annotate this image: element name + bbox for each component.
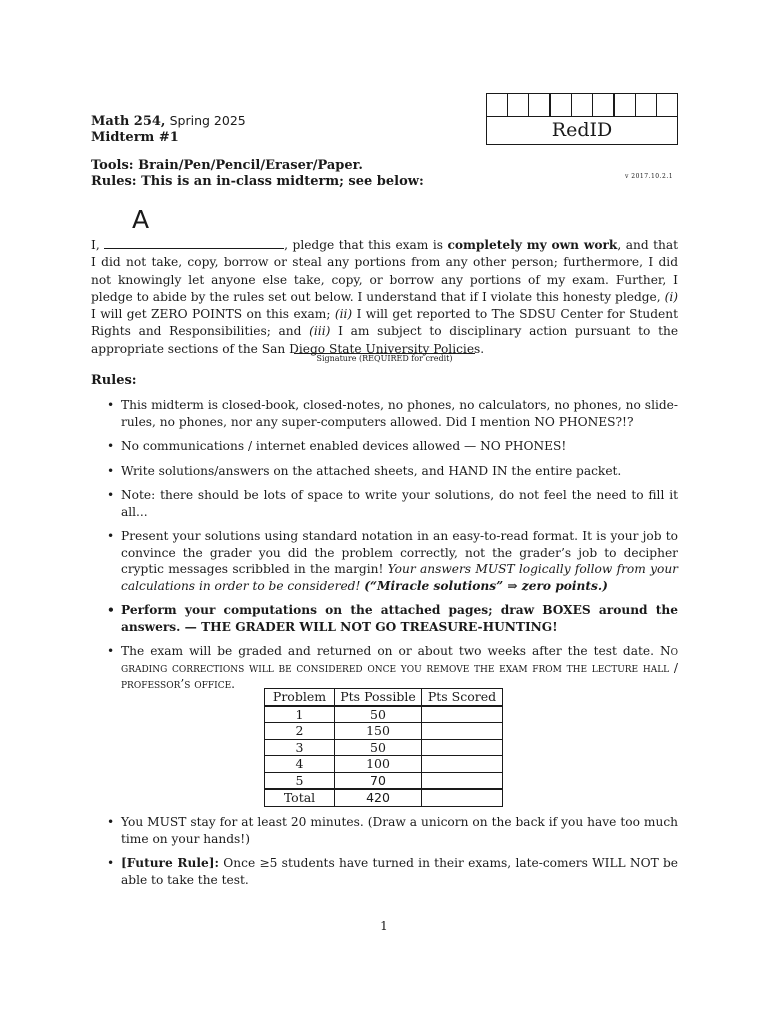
redid-cell[interactable] bbox=[551, 94, 572, 116]
rule-item bbox=[107, 463, 678, 480]
points-table bbox=[264, 688, 503, 807]
pledge-text: , pledge that this exam is bbox=[284, 238, 443, 252]
name-blank[interactable] bbox=[104, 237, 284, 249]
rule-item bbox=[107, 487, 678, 520]
redid-cell[interactable] bbox=[615, 94, 636, 116]
table-row bbox=[265, 772, 503, 789]
redid-label: RedID bbox=[551, 119, 613, 141]
signature-caption: Signature (REQUIRED for credit) bbox=[316, 354, 453, 363]
table-total-row bbox=[265, 789, 503, 806]
table-header-row bbox=[265, 689, 503, 706]
cell-possible: 50 bbox=[335, 739, 422, 756]
cell-problem: 1 bbox=[265, 706, 335, 723]
honesty-pledge bbox=[91, 237, 678, 358]
pledge-text: I am subject to disciplinary action pursuant to the appropriate sections of the San Diego State University Policies. bbox=[91, 324, 679, 356]
cell-problem: 5 bbox=[265, 772, 335, 789]
cell-scored[interactable] bbox=[422, 706, 503, 723]
redid-cell[interactable] bbox=[593, 94, 615, 116]
rule-item bbox=[107, 602, 678, 635]
rule-emphasis: Your answers MUST logically follow from your calculations in order to be considered! bbox=[121, 562, 679, 593]
rule-text: You MUST stay for at least 20 minutes. (Draw a unicorn on the back if you have too much time on your hands!) bbox=[121, 815, 678, 846]
rules-line: Rules: This is an in-class midterm; see below: bbox=[91, 174, 424, 189]
rules-heading: Rules: bbox=[91, 373, 137, 388]
pledge-emphasis: completely my own work bbox=[447, 238, 618, 252]
table-row bbox=[265, 739, 503, 756]
header-pts-scored: Pts Scored bbox=[422, 689, 503, 706]
table-row bbox=[265, 706, 503, 723]
cell-total-scored[interactable] bbox=[422, 789, 503, 806]
course-name: Math 254, bbox=[91, 114, 166, 129]
header-pts-possible: Pts Possible bbox=[335, 689, 422, 706]
pledge-marker: (i) bbox=[664, 289, 678, 304]
rule-text: The exam will be graded and returned on or about two weeks after the test date. bbox=[121, 644, 654, 658]
table-row bbox=[265, 723, 503, 740]
cell-possible: 150 bbox=[335, 723, 422, 740]
tools-rules-header bbox=[91, 158, 424, 190]
cell-scored[interactable] bbox=[422, 772, 503, 789]
redid-cell[interactable] bbox=[529, 94, 551, 116]
cell-scored[interactable] bbox=[422, 723, 503, 740]
cell-scored[interactable] bbox=[422, 756, 503, 773]
course-header bbox=[91, 113, 246, 146]
rule-item bbox=[107, 528, 678, 594]
rule-text: No communications / internet enabled devices allowed — NO PHONES! bbox=[121, 439, 567, 453]
rule-item bbox=[107, 855, 678, 888]
cell-scored[interactable] bbox=[422, 739, 503, 756]
header-problem: Problem bbox=[265, 689, 335, 706]
pledge-text: I, bbox=[91, 238, 100, 252]
pledge-marker: (ii) bbox=[334, 307, 353, 322]
page-number: 1 bbox=[380, 919, 388, 933]
tools-line: Tools: Brain/Pen/Pencil/Eraser/Paper. bbox=[91, 158, 363, 173]
cell-problem: 2 bbox=[265, 723, 335, 740]
rule-item bbox=[107, 814, 678, 847]
redid-digit-cells bbox=[487, 94, 677, 117]
redid-cell[interactable] bbox=[657, 94, 677, 116]
redid-cell[interactable] bbox=[636, 94, 657, 116]
rule-text: Write solutions/answers on the attached sheets, and HAND IN the entire packet. bbox=[121, 463, 622, 478]
cell-total-label: Total bbox=[265, 789, 335, 806]
pledge-text: I will get reported to The SDSU Center for Student Rights and Responsibilities; and bbox=[91, 307, 678, 339]
table-row bbox=[265, 756, 503, 773]
rule-item bbox=[107, 438, 678, 455]
redid-cell[interactable] bbox=[572, 94, 593, 116]
rule-text: Once ≥5 students have turned in their exams, late-comers WILL NOT be able to take the test. bbox=[121, 856, 678, 887]
cell-possible: 100 bbox=[335, 756, 422, 773]
pledge-marker: (iii) bbox=[309, 324, 331, 339]
rule-text: Present your solutions using standard notation in an easy-to-read format. It is your job to convince the grader you did the problem correctly, not the grader’s job to decipher cryptic messages scribbled in the margin! bbox=[121, 529, 678, 576]
pledge-text: , and that I did not take, copy, borrow or steal any portions from any other person; furthermore, I did not knowingly let anyone else take, copy, or borrow any portions of my exam. Further, I pledge to abide by the rules set out below. I understand that if I violate this honesty pledge, bbox=[91, 238, 678, 304]
rule-text: Note: there should be lots of space to write your solutions, do not feel the need to fill it all... bbox=[121, 488, 678, 519]
exam-variant-letter: A bbox=[132, 205, 150, 234]
redid-cell[interactable] bbox=[487, 94, 508, 116]
rule-text: This midterm is closed-book, closed-notes, no phones, no calculators, no phones, no slide-rules, no phones, nor any super-computers allowed. Did I mention NO PHONES?!? bbox=[121, 398, 678, 429]
cell-possible: 50 bbox=[335, 706, 422, 723]
cell-problem: 4 bbox=[265, 756, 335, 773]
cell-total-possible: 420 bbox=[335, 789, 422, 806]
redid-box bbox=[486, 93, 678, 145]
rule-item bbox=[107, 397, 678, 430]
rule-text: No grading corrections will be considered once you remove the exam from the lecture hall / professor’s office. bbox=[121, 644, 678, 691]
rule-text: THE GRADER WILL NOT GO TREASURE-HUNTING! bbox=[201, 619, 558, 634]
rule-item bbox=[107, 643, 678, 693]
rules-list bbox=[107, 397, 678, 693]
cell-problem: 3 bbox=[265, 739, 335, 756]
rules-list-continued bbox=[107, 814, 678, 888]
course-term: Spring 2025 bbox=[169, 113, 246, 128]
rule-text: Perform your computations on the attached pages; draw BOXES around the answers. — bbox=[121, 603, 678, 634]
rule-emphasis: [Future Rule]: bbox=[121, 856, 220, 870]
redid-cell[interactable] bbox=[508, 94, 529, 116]
version-label: v 2017.10.2.1 bbox=[625, 173, 674, 180]
cell-possible: 70 bbox=[335, 772, 422, 789]
pledge-text: I will get ZERO POINTS on this exam; bbox=[91, 307, 331, 322]
rule-emphasis: (“Miracle solutions” ⇒ zero points.) bbox=[364, 578, 608, 593]
exam-title: Midterm #1 bbox=[91, 130, 179, 145]
